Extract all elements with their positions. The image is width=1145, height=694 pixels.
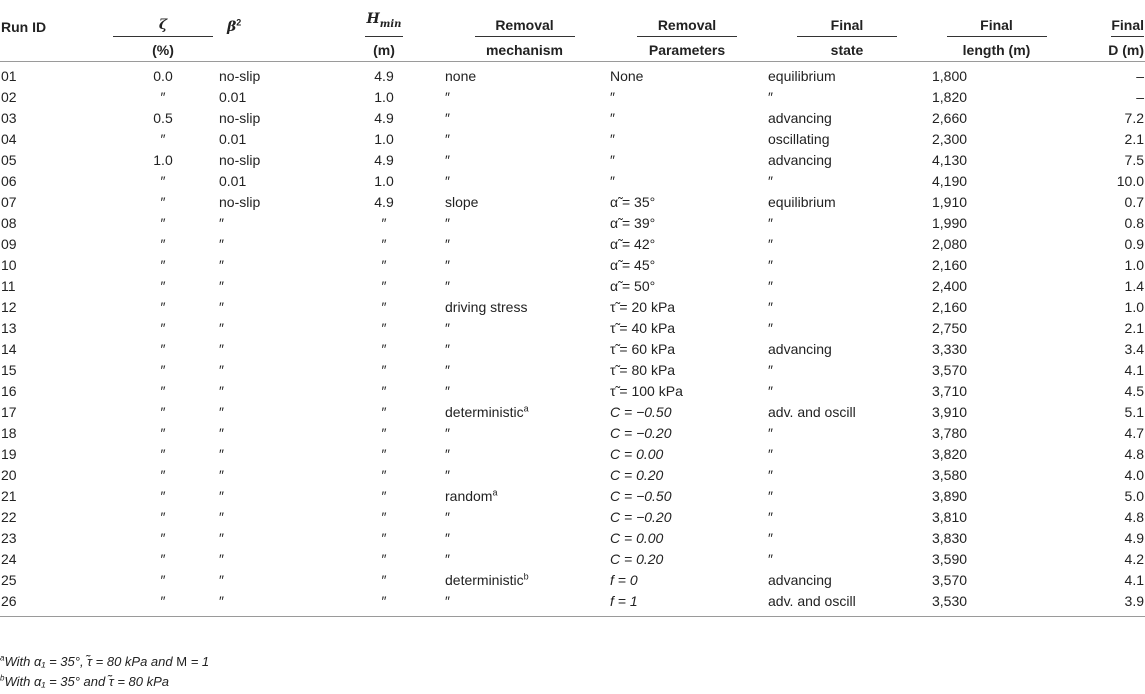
- cell-beta: ″: [219, 319, 224, 336]
- cell-mechanism: ″: [445, 529, 450, 546]
- beta-exponent: 2: [236, 17, 242, 28]
- table-row: [0, 255, 1145, 276]
- cell-final-d: 4.0: [1124, 466, 1144, 483]
- header-d-top: Final: [1061, 8, 1145, 37]
- cell-parameters: None: [610, 67, 644, 84]
- cell-hmin: 4.9: [374, 109, 394, 126]
- cell-beta: no-slip: [219, 151, 261, 168]
- cell-run-id: 17: [1, 403, 17, 420]
- header-state-bottom: state: [764, 37, 926, 62]
- cell-zeta: ″: [160, 571, 166, 588]
- cell-final-length: 3,570: [932, 571, 968, 588]
- cell-parameters: α̃ = 35°: [610, 193, 656, 210]
- cell-final-d: 0.9: [1124, 235, 1144, 252]
- cell-hmin: ″: [381, 340, 387, 357]
- cell-zeta: ″: [160, 508, 166, 525]
- cell-zeta: ″: [160, 487, 166, 504]
- cell-beta: ″: [219, 550, 224, 567]
- cell-run-id: 10: [1, 256, 17, 273]
- cell-zeta: ″: [160, 382, 166, 399]
- cell-run-id: 21: [1, 487, 17, 504]
- table-row: [0, 486, 1145, 507]
- cell-run-id: 07: [1, 193, 17, 210]
- table-row: [0, 549, 1145, 570]
- cell-mechanism: ″: [445, 550, 450, 567]
- cell-final-state: advancing: [768, 340, 832, 357]
- cell-hmin: 4.9: [374, 67, 394, 84]
- cell-final-length: 3,710: [932, 382, 968, 399]
- cell-beta: ″: [219, 256, 224, 273]
- header-len-top: Final: [926, 8, 1061, 37]
- cell-parameters: f = 0: [610, 571, 638, 588]
- cell-final-length: 1,800: [932, 67, 968, 84]
- cell-mechanism: ″: [445, 130, 450, 147]
- cell-final-length: 3,780: [932, 424, 968, 441]
- cell-zeta: ″: [160, 88, 166, 105]
- cell-parameters: α̃ = 50°: [610, 277, 656, 294]
- table-row: [0, 171, 1145, 192]
- cell-mechanism: ″: [445, 466, 450, 483]
- cell-run-id: 19: [1, 445, 17, 462]
- cell-mechanism: ″: [439, 591, 604, 617]
- cell-final-length: 3,590: [932, 550, 968, 567]
- cell-mechanism: ″: [445, 361, 450, 378]
- cell-zeta: ″: [160, 403, 166, 420]
- cell-run-id: 26: [0, 591, 107, 617]
- cell-run-id: 09: [1, 235, 17, 252]
- table-row: [0, 150, 1145, 171]
- table-header: [0, 8, 1145, 61]
- cell-beta: no-slip: [219, 193, 261, 210]
- cell-final-d: 4.1: [1124, 571, 1144, 588]
- cell-final-state: advancing: [768, 109, 832, 126]
- header-zeta-unit: (%): [107, 37, 219, 62]
- header-mech-bottom: mechanism: [439, 37, 604, 62]
- cell-hmin: 4.9: [374, 193, 394, 210]
- cell-zeta: ″: [160, 193, 166, 210]
- cell-final-length: 1,820: [932, 88, 968, 105]
- cell-zeta: ″: [107, 591, 219, 617]
- table-row: [0, 570, 1145, 591]
- footnote-marker: a: [492, 487, 498, 498]
- cell-mechanism: ″: [445, 382, 450, 399]
- cell-final-state: adv. and oscill: [768, 403, 856, 420]
- cell-final-length: 2,160: [932, 298, 968, 315]
- footnote-marker: b: [523, 571, 529, 582]
- table-row: [0, 234, 1145, 255]
- cell-final-length: 3,570: [932, 361, 968, 378]
- cell-run-id: 20: [1, 466, 17, 483]
- cell-zeta: ″: [160, 529, 166, 546]
- cell-beta: ″: [219, 214, 224, 231]
- cell-run-id: 24: [1, 550, 17, 567]
- cell-beta: ″: [219, 445, 224, 462]
- cell-hmin: ″: [381, 571, 387, 588]
- cell-zeta: ″: [160, 214, 166, 231]
- cell-final-state: ″: [768, 214, 773, 231]
- table-row: [0, 108, 1145, 129]
- cell-zeta: ″: [160, 298, 166, 315]
- footnote-a-text: With α₁ = 35°, τ̃ = 80 kPa and: [4, 654, 177, 669]
- cell-mechanism: ″: [445, 277, 450, 294]
- footnote-a-mark: a: [0, 653, 5, 663]
- cell-mechanism: ″: [445, 172, 450, 189]
- header-hmin-unit: (m): [329, 37, 439, 62]
- cell-final-d: 10.0: [1116, 172, 1144, 189]
- cell-hmin: ″: [381, 508, 387, 525]
- table-row: [0, 87, 1145, 108]
- cell-final-d: 4.8: [1124, 445, 1144, 462]
- cell-final-state: oscillating: [768, 130, 830, 147]
- cell-zeta: ″: [160, 319, 166, 336]
- header-d-bottom: D (m): [1061, 37, 1145, 62]
- cell-beta: ″: [219, 508, 224, 525]
- cell-run-id: 18: [1, 424, 17, 441]
- cell-final-length: 4,190: [932, 172, 968, 189]
- cell-parameters: C = 0.00: [610, 529, 664, 546]
- table-row: [0, 61, 1145, 87]
- cell-hmin: ″: [381, 361, 387, 378]
- cell-final-d: 4.2: [1124, 550, 1144, 567]
- cell-final-d: 7.2: [1124, 109, 1144, 126]
- cell-mechanism: none: [445, 67, 477, 84]
- cell-parameters: C = −0.20: [610, 508, 672, 525]
- cell-parameters: C = −0.50: [610, 487, 672, 504]
- cell-hmin: ″: [381, 256, 387, 273]
- table-row: [0, 339, 1145, 360]
- cell-hmin: 1.0: [374, 88, 394, 105]
- cell-run-id: 14: [1, 340, 17, 357]
- results-table: [0, 8, 1145, 617]
- cell-mechanism: random$^a$: [445, 487, 498, 504]
- cell-beta: ″: [219, 361, 224, 378]
- cell-final-length: 3,820: [932, 445, 968, 462]
- cell-hmin: ″: [381, 382, 387, 399]
- cell-hmin: ″: [381, 214, 387, 231]
- header-param-top: Removal: [604, 8, 764, 37]
- cell-final-state: ″: [768, 361, 773, 378]
- cell-final-length: 1,990: [932, 214, 968, 231]
- cell-run-id: 01: [1, 67, 17, 84]
- header-len-bottom: length (m): [926, 37, 1061, 62]
- cell-mechanism: driving stress: [445, 298, 528, 315]
- table-row: [0, 402, 1145, 423]
- cell-final-state: ″: [768, 445, 773, 462]
- cell-hmin: 4.9: [374, 151, 394, 168]
- cell-hmin: ″: [381, 298, 387, 315]
- cell-mechanism: deterministic$^a$: [445, 403, 529, 420]
- table-row: [0, 423, 1145, 444]
- hmin-symbol: H: [366, 11, 380, 27]
- table-row: [0, 444, 1145, 465]
- cell-parameters: τ̃ = 20 kPa: [610, 298, 676, 315]
- cell-beta: ″: [219, 340, 224, 357]
- cell-beta: no-slip: [219, 67, 261, 84]
- table-row: [0, 507, 1145, 528]
- cell-parameters: f = 1: [604, 591, 764, 617]
- cell-final-length: 3,580: [932, 466, 968, 483]
- cell-zeta: ″: [160, 130, 166, 147]
- cell-final-state: advancing: [768, 571, 832, 588]
- cell-hmin: 1.0: [374, 172, 394, 189]
- cell-final-state: advancing: [768, 151, 832, 168]
- footnote-a: [0, 654, 209, 669]
- cell-hmin: ″: [381, 487, 387, 504]
- hmin-subscript: min: [379, 18, 402, 30]
- cell-zeta: 1.0: [153, 151, 173, 168]
- table-row: [0, 192, 1145, 213]
- table-row: [0, 591, 1145, 617]
- cell-parameters: α̃ = 42°: [610, 235, 656, 252]
- cell-run-id: 23: [1, 529, 17, 546]
- cell-beta: 0.01: [219, 88, 247, 105]
- header-mech-top: Removal: [439, 8, 604, 37]
- table-row: [0, 360, 1145, 381]
- header-state-top: Final: [764, 8, 926, 37]
- cell-final-length: 3,330: [932, 340, 968, 357]
- cell-zeta: ″: [160, 424, 166, 441]
- beta-symbol: β: [227, 18, 237, 35]
- cell-final-state: ″: [768, 88, 773, 105]
- cell-final-d: 2.1: [1124, 130, 1144, 147]
- cell-final-d: 5.1: [1124, 403, 1144, 420]
- cell-parameters: τ̃ = 80 kPa: [610, 361, 676, 378]
- cell-final-length: 1,910: [932, 193, 968, 210]
- cell-zeta: ″: [160, 277, 166, 294]
- cell-final-state: ″: [768, 550, 773, 567]
- cell-run-id: 03: [1, 109, 17, 126]
- cell-final-length: 2,660: [932, 109, 968, 126]
- cell-zeta: 0.0: [153, 67, 173, 84]
- cell-zeta: 0.5: [153, 109, 173, 126]
- cell-run-id: 22: [1, 508, 17, 525]
- cell-mechanism: deterministic$^b$: [445, 571, 529, 588]
- cell-final-state: ″: [768, 424, 773, 441]
- cell-hmin: ″: [381, 466, 387, 483]
- footnote-a-end: = 1: [187, 654, 210, 669]
- cell-parameters: ″: [610, 172, 615, 189]
- cell-final-length: 2,080: [932, 235, 968, 252]
- cell-hmin: ″: [381, 319, 387, 336]
- cell-hmin: ″: [381, 424, 387, 441]
- cell-final-length: 3,910: [932, 403, 968, 420]
- cell-mechanism: ″: [445, 508, 450, 525]
- footnote-b-text: With α₁ = 35° and τ̃ = 80 kPa: [4, 674, 170, 689]
- cell-mechanism: ″: [445, 340, 450, 357]
- table-row: [0, 276, 1145, 297]
- cell-parameters: C = 0.20: [610, 466, 664, 483]
- cell-beta: ″: [219, 466, 224, 483]
- cell-final-state: ″: [768, 172, 773, 189]
- cell-parameters: C = −0.50: [610, 403, 672, 420]
- cell-beta: ″: [219, 529, 224, 546]
- cell-final-state: ″: [768, 466, 773, 483]
- cell-hmin: ″: [381, 277, 387, 294]
- cell-final-state: ″: [768, 382, 773, 399]
- cell-beta: no-slip: [219, 109, 261, 126]
- cell-beta: 0.01: [219, 130, 247, 147]
- cell-final-state: ″: [768, 235, 773, 252]
- cell-final-d: 4.8: [1124, 508, 1144, 525]
- cell-run-id: 08: [1, 214, 17, 231]
- cell-parameters: C = 0.20: [610, 550, 664, 567]
- footnote-marker: a: [523, 403, 529, 414]
- cell-mechanism: ″: [445, 88, 450, 105]
- cell-parameters: C = −0.20: [610, 424, 672, 441]
- cell-beta: ″: [219, 487, 224, 504]
- cell-final-length: 4,130: [932, 151, 968, 168]
- cell-parameters: ″: [610, 88, 615, 105]
- cell-final-state: ″: [768, 319, 773, 336]
- cell-hmin: ″: [381, 445, 387, 462]
- cell-run-id: 11: [1, 277, 16, 294]
- cell-parameters: τ̃ = 100 kPa: [610, 382, 683, 399]
- zeta-symbol: ζ: [158, 16, 168, 33]
- cell-mechanism: ″: [445, 319, 450, 336]
- cell-hmin: ″: [381, 550, 387, 567]
- cell-final-length: 2,300: [932, 130, 968, 147]
- cell-beta: ″: [219, 571, 224, 588]
- cell-final-length: 3,890: [932, 487, 968, 504]
- cell-final-d: 1.0: [1124, 298, 1144, 315]
- cell-beta: ″: [219, 424, 224, 441]
- cell-final-state: ″: [768, 256, 773, 273]
- cell-run-id: 25: [1, 571, 17, 588]
- cell-final-state: equilibrium: [768, 193, 836, 210]
- cell-run-id: 15: [1, 361, 17, 378]
- cell-parameters: τ̃ = 60 kPa: [610, 340, 676, 357]
- header-beta: [219, 8, 329, 37]
- header-zeta: [107, 8, 219, 37]
- cell-mechanism: ″: [445, 445, 450, 462]
- cell-parameters: ″: [610, 151, 615, 168]
- footnote-b: [0, 674, 169, 689]
- cell-hmin: 1.0: [374, 130, 394, 147]
- table-row: [0, 465, 1145, 486]
- cell-mechanism: ″: [445, 424, 450, 441]
- cell-final-d: 7.5: [1124, 151, 1144, 168]
- cell-final-length: 3,830: [932, 529, 968, 546]
- cell-run-id: 16: [1, 382, 17, 399]
- cell-final-state: ″: [768, 298, 773, 315]
- cell-final-length: 2,400: [932, 277, 968, 294]
- cell-zeta: ″: [160, 445, 166, 462]
- cell-final-d: 0.7: [1124, 193, 1144, 210]
- cell-final-length: 3,810: [932, 508, 968, 525]
- table-row: [0, 129, 1145, 150]
- cell-parameters: τ̃ = 40 kPa: [610, 319, 676, 336]
- cell-mechanism: ″: [445, 214, 450, 231]
- cell-final-d: 5.0: [1124, 487, 1144, 504]
- cell-zeta: ″: [160, 235, 166, 252]
- cell-beta: ″: [219, 403, 224, 420]
- cell-mechanism: ″: [445, 235, 450, 252]
- cell-beta: ″: [219, 382, 224, 399]
- cell-final-d: 4.7: [1124, 424, 1144, 441]
- cell-final-d: 4.1: [1124, 361, 1144, 378]
- cell-parameters: ″: [610, 130, 615, 147]
- cell-final-state: ″: [768, 277, 773, 294]
- cell-parameters: α̃ = 39°: [610, 214, 656, 231]
- header-hmin: [329, 8, 439, 37]
- cell-parameters: ″: [610, 109, 615, 126]
- cell-run-id: 05: [1, 151, 17, 168]
- cell-final-state: adv. and oscill: [764, 591, 926, 617]
- cell-zeta: ″: [160, 361, 166, 378]
- header-param-bottom: Parameters: [604, 37, 764, 62]
- cell-zeta: ″: [160, 172, 166, 189]
- cell-final-d: 4.5: [1124, 382, 1144, 399]
- cell-final-d: 3.9: [1061, 591, 1145, 617]
- footnote-b-mark: b: [0, 673, 5, 683]
- cell-mechanism: ″: [445, 256, 450, 273]
- cell-parameters: C = 0.00: [610, 445, 664, 462]
- cell-parameters: α̃ = 45°: [610, 256, 656, 273]
- cell-final-d: –: [1136, 67, 1144, 84]
- cell-hmin: ″: [381, 403, 387, 420]
- cell-mechanism: ″: [445, 151, 450, 168]
- cell-zeta: ″: [160, 550, 166, 567]
- cell-final-d: 4.9: [1124, 529, 1144, 546]
- footnote-a-upright: M: [176, 654, 188, 669]
- table-row: [0, 297, 1145, 318]
- cell-run-id: 13: [1, 319, 17, 336]
- cell-zeta: ″: [160, 466, 166, 483]
- cell-beta: ″: [219, 298, 224, 315]
- header-run-id: Run ID: [1, 18, 47, 35]
- table-row: [0, 213, 1145, 234]
- cell-mechanism: ″: [445, 109, 450, 126]
- cell-run-id: 04: [1, 130, 17, 147]
- cell-run-id: 12: [1, 298, 17, 315]
- cell-run-id: 06: [1, 172, 17, 189]
- cell-final-d: 1.0: [1124, 256, 1144, 273]
- cell-final-length: 3,530: [926, 591, 1061, 617]
- cell-final-d: 3.4: [1124, 340, 1144, 357]
- table-row: [0, 318, 1145, 339]
- cell-hmin: ″: [381, 235, 387, 252]
- cell-final-state: ″: [768, 508, 773, 525]
- cell-run-id: 02: [1, 88, 17, 105]
- cell-final-d: –: [1136, 88, 1144, 105]
- cell-beta: ″: [219, 591, 329, 617]
- cell-final-length: 2,160: [932, 256, 968, 273]
- cell-final-d: 0.8: [1124, 214, 1144, 231]
- cell-zeta: ″: [160, 340, 166, 357]
- table-body: [0, 61, 1145, 616]
- cell-final-state: ″: [768, 487, 773, 504]
- table-row: [0, 528, 1145, 549]
- cell-final-d: 1.4: [1124, 277, 1144, 294]
- cell-beta: 0.01: [219, 172, 247, 189]
- cell-final-state: ″: [768, 529, 773, 546]
- cell-final-state: equilibrium: [768, 67, 836, 84]
- cell-beta: ″: [219, 277, 224, 294]
- cell-zeta: ″: [160, 256, 166, 273]
- cell-final-length: 2,750: [932, 319, 968, 336]
- cell-hmin: ″: [381, 529, 387, 546]
- cell-final-d: 2.1: [1124, 319, 1144, 336]
- cell-beta: ″: [219, 235, 224, 252]
- table-row: [0, 381, 1145, 402]
- cell-mechanism: slope: [445, 193, 479, 210]
- cell-hmin: ″: [329, 591, 439, 617]
